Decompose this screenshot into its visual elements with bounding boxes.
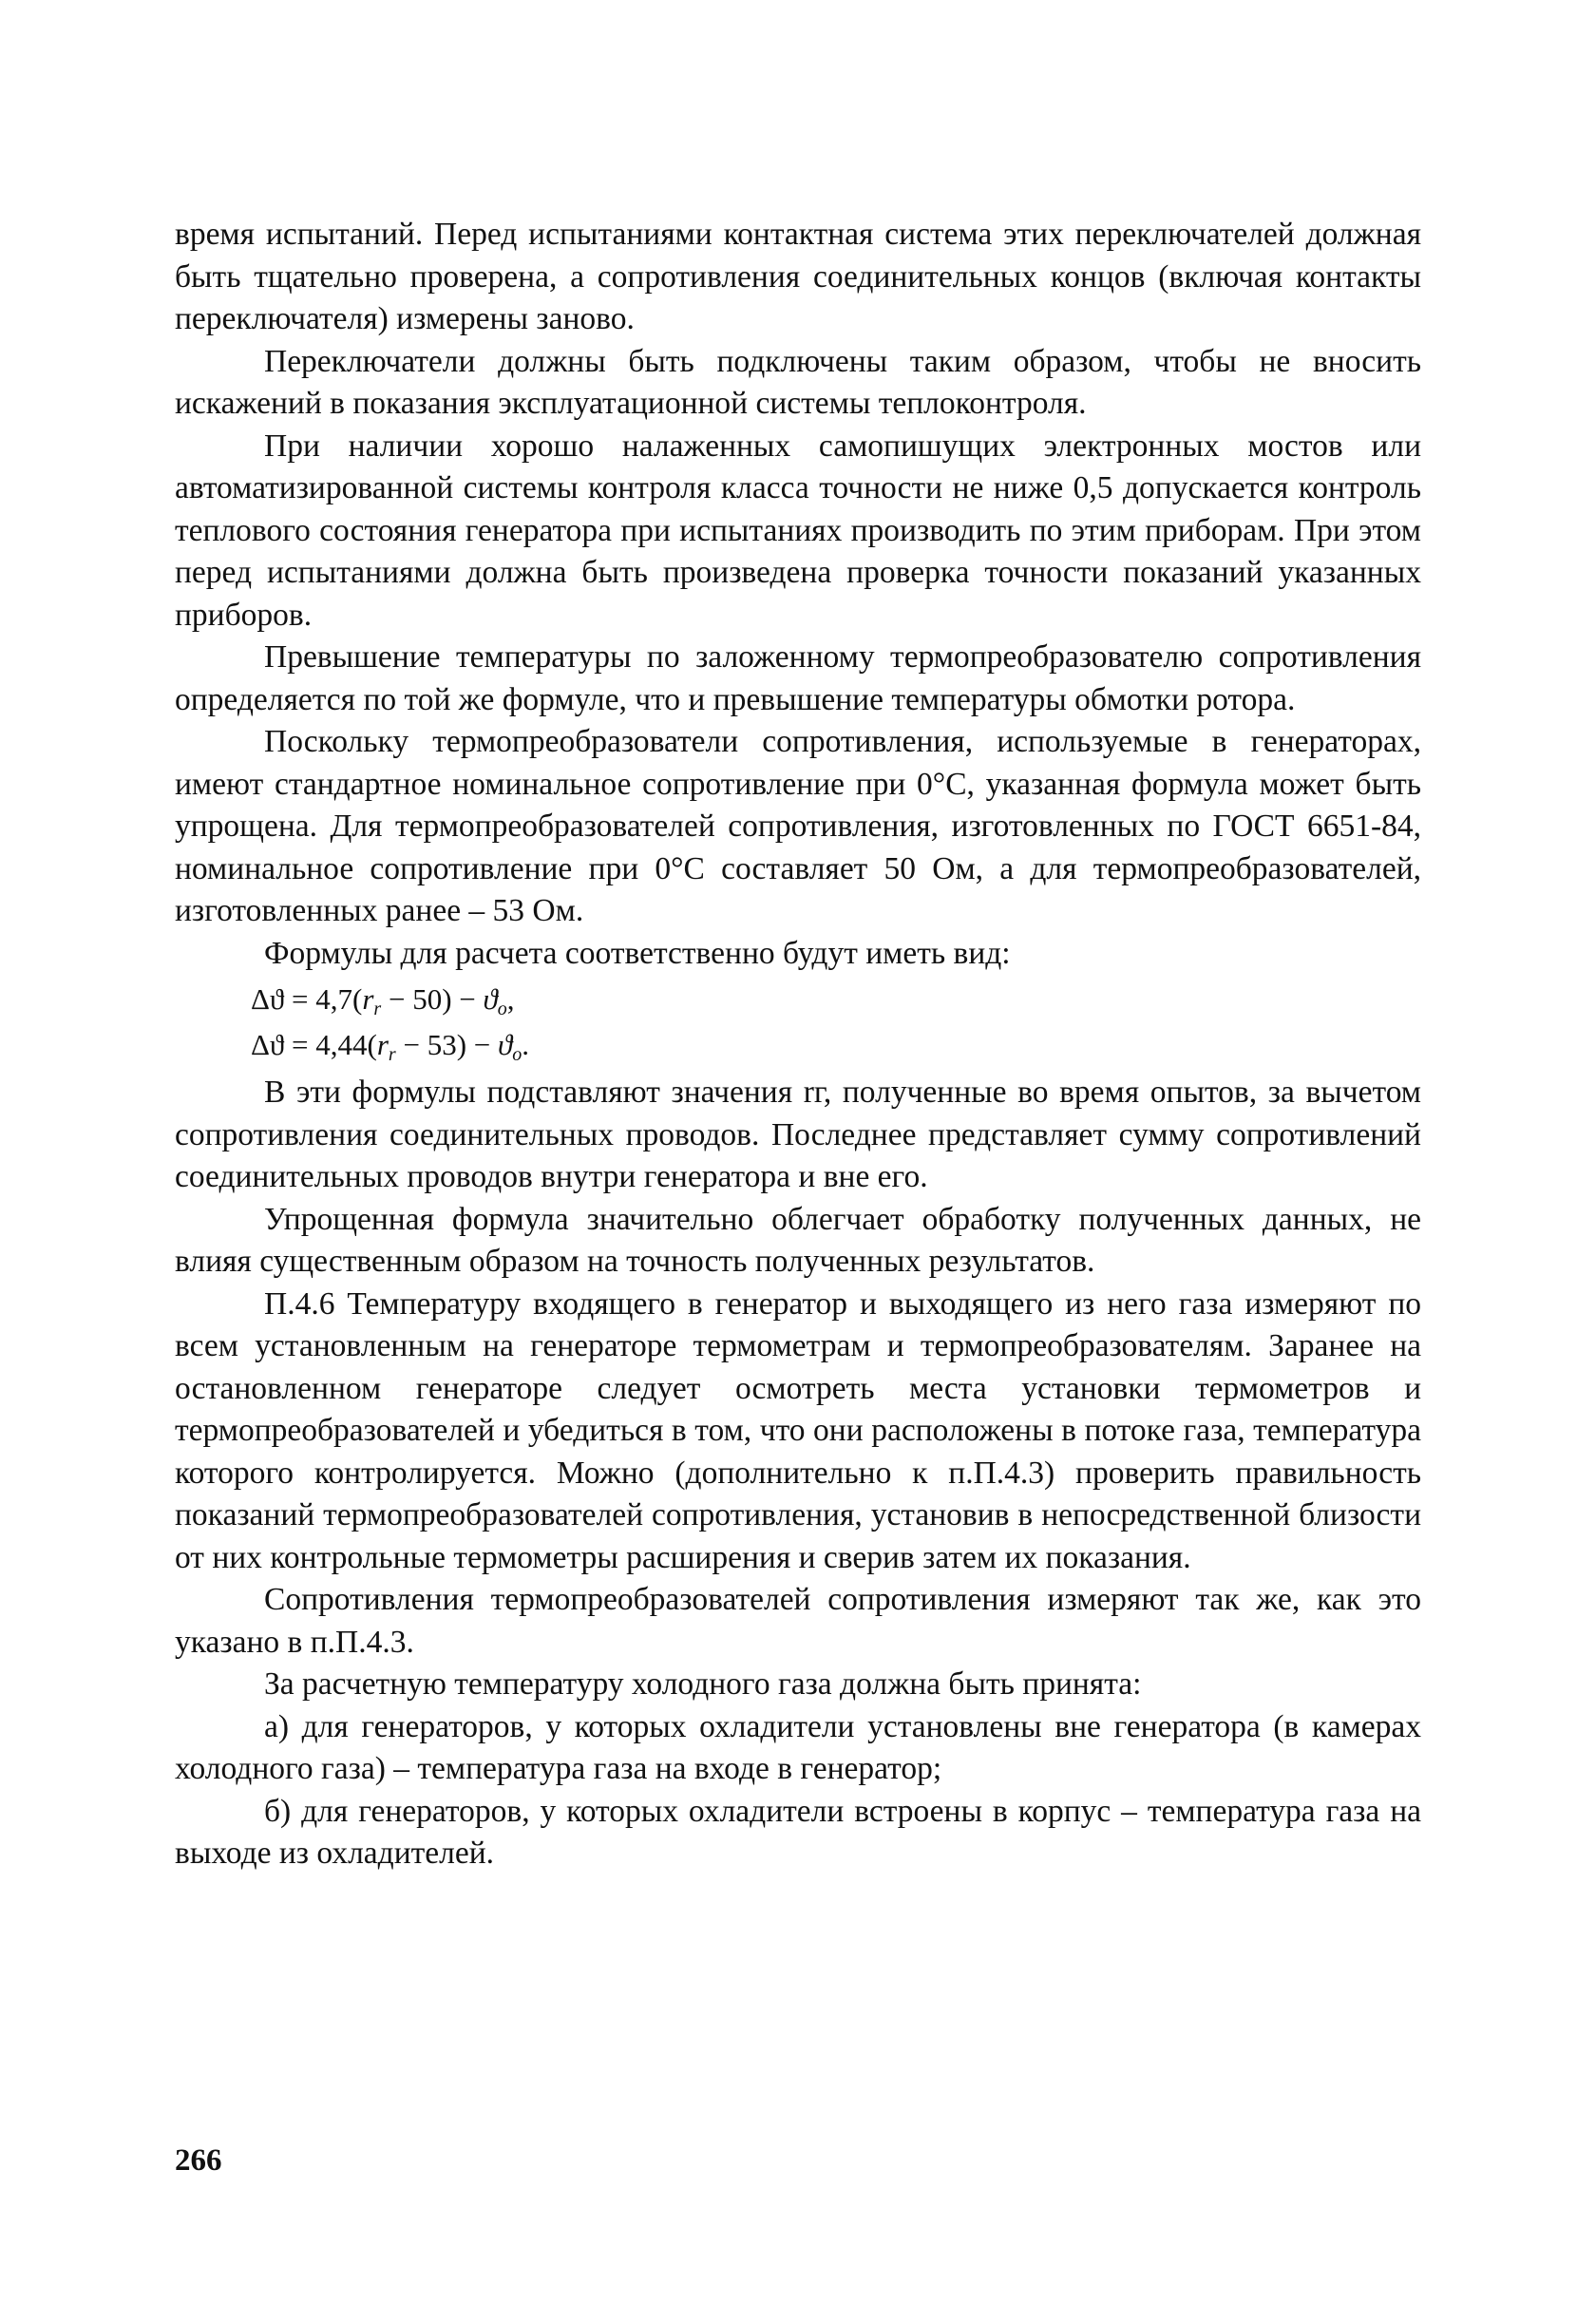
paragraph-recorders: При наличии хорошо налаженных самопишущих электронных мостов или автоматизированной системы контроля класса точности не ниже 0,5 допускается контроль теплового состояния генератора при испытаниях производить по этим приборам. При этом перед испытаниями должна быть произведена проверка точности показаний указанных приборов. [175,428,1421,633]
paragraph-switches: Переключатели должны быть подключены таким образом, чтобы не вносить искажений в показания эксплуатационной системы теплоконтроля. [175,343,1421,421]
page-number: 266 [175,2143,222,2178]
page-body [175,214,1421,1875]
formula-block [175,977,1421,1068]
paragraph-nominal-resistance: Поскольку термопреобразователи сопротивления, используемые в генераторах, имеют стандартное номинальное сопротивление при 0°С, указанная формула может быть упрощена. Для термопреобразователей сопротивления, изготовленных по ГОСТ 6651-84, номинальное сопротивление при 0°С составляет 50 Ом, а для термопреобразователей, изготовленных ранее – 53 Ом. [175,724,1421,928]
paragraph-section-p46: П.4.6 Температуру входящего в генератор и выходящего из него газа измеряют по всем установленным на генераторе термометрам и термопреобразователям. Заранее на остановленном генераторе следует осмотреть места установки термометров и термопреобразователей и убедиться в том, что они расположены в потоке газа, температура которого контролируется. Можно (дополнительно к п.П.4.3) проверить правильность показаний термопреобразователей сопротивления, установив в непосредственной близости от них контрольные термометры расширения и сверив затем их показания. [175,1285,1421,1575]
formula-1: $\Delta ϑ = 4,7(r_r - 50) - ϑ_o$, [251,982,515,1019]
paragraph-substitution: В эти формулы подставляют значения rг, полученные во время опытов, за вычетом сопротивления соединительных проводов. Последнее представляет сумму сопротивлений соединительных проводов внутри генератора и вне его. [175,1075,1421,1194]
paragraph-formulas-intro: Формулы для расчета соответственно будут иметь вид: [264,935,1011,971]
list-item-a: а) для генераторов, у которых охладители установлены вне генератора (в камерах холодного газа) – температура газа на входе в генератор; [175,1708,1421,1786]
formula-2: $\Delta ϑ = 4,44(r_r - 53) - ϑ_o$. [251,1028,529,1065]
paragraph-cold-gas-intro: За расчетную температуру холодного газа должна быть принята: [264,1666,1142,1702]
paragraph-temperature-rise: Превышение температуры по заложенному термопреобразователю сопротивления определяется по той же формуле, что и превышение температуры обмотки ротора. [175,639,1421,717]
paragraph-resistance-measurement: Сопротивления термопреобразователей сопротивления измеряют так же, как это указано в п.П.4.3. [175,1582,1421,1660]
paragraph-continued: время испытаний. Перед испытаниями контактная система этих переключателей должная быть тщательно проверена, а сопротивления соединительных концов (включая контакты переключателя) измерены заново. [175,217,1421,336]
paragraph-simplified-formula: Упрощенная формула значительно облегчает обработку полученных данных, не влияя существенным образом на точность полученных результатов. [175,1201,1421,1279]
list-item-b: б) для генераторов, у которых охладители встроены в корпус – температура газа на выходе из охладителей. [175,1793,1421,1871]
